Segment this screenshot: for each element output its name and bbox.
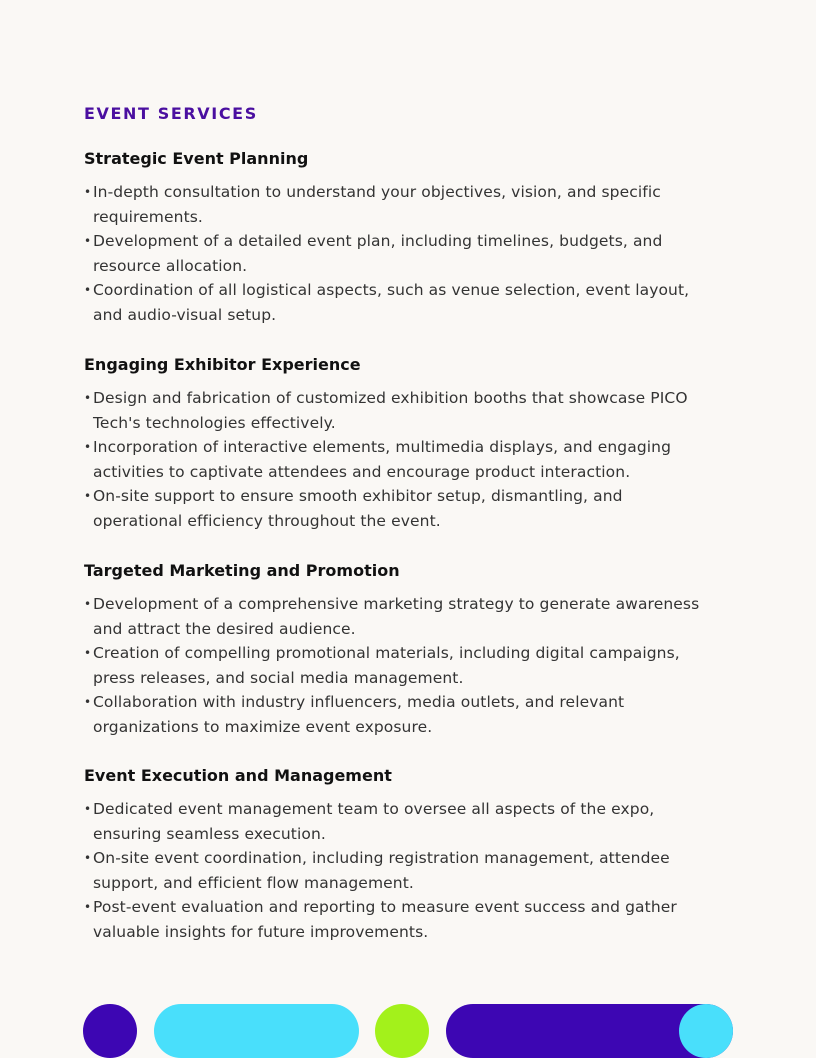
list-item-text: In-depth consultation to understand your objectives, vision, and specific requirements. xyxy=(93,183,661,226)
section-heading: Event Execution and Management xyxy=(84,766,392,785)
list-item-text: On-site event coordination, including registration management, attendee support, and efficient flow management. xyxy=(93,849,670,892)
bullet-list xyxy=(84,797,704,944)
list-item xyxy=(84,690,704,739)
section-engaging-exhibitor-experience xyxy=(84,354,704,533)
section-heading: Engaging Exhibitor Experience xyxy=(84,355,361,374)
bullet-icon: • xyxy=(84,283,92,297)
bullet-icon: • xyxy=(84,234,92,248)
decorative-purple-circle xyxy=(83,1004,137,1058)
list-item-text: Post-event evaluation and reporting to measure event success and gather valuable insights for future improvements. xyxy=(93,898,677,941)
section-strategic-event-planning xyxy=(84,148,704,327)
list-item xyxy=(84,895,704,944)
decorative-cyan-circle xyxy=(679,1004,733,1058)
bullet-icon: • xyxy=(84,391,92,405)
list-item xyxy=(84,484,704,533)
bullet-icon: • xyxy=(84,185,92,199)
list-item xyxy=(84,229,704,278)
list-item xyxy=(84,641,704,690)
section-event-execution-and-management xyxy=(84,765,704,944)
bullet-list xyxy=(84,386,704,533)
bullet-icon: • xyxy=(84,851,92,865)
list-item xyxy=(84,797,704,846)
page-title: EVENT SERVICES xyxy=(84,104,258,123)
decorative-lime-circle xyxy=(375,1004,429,1058)
section-targeted-marketing-and-promotion xyxy=(84,560,704,739)
list-item xyxy=(84,846,704,895)
list-item-text: Design and fabrication of customized exhibition booths that showcase PICO Tech's technologies effectively. xyxy=(93,389,688,432)
bullet-icon: • xyxy=(84,695,92,709)
decorative-cyan-pill xyxy=(154,1004,359,1058)
section-heading: Targeted Marketing and Promotion xyxy=(84,561,400,580)
list-item-text: On-site support to ensure smooth exhibitor setup, dismantling, and operational efficiency throughout the event. xyxy=(93,487,623,530)
bullet-icon: • xyxy=(84,802,92,816)
list-item-text: Collaboration with industry influencers, media outlets, and relevant organizations to maximize event exposure. xyxy=(93,693,625,736)
list-item xyxy=(84,592,704,641)
list-item-text: Incorporation of interactive elements, multimedia displays, and engaging activities to captivate attendees and encourage product interaction. xyxy=(93,438,672,481)
list-item xyxy=(84,278,704,327)
bullet-icon: • xyxy=(84,440,92,454)
section-heading: Strategic Event Planning xyxy=(84,149,309,168)
list-item-text: Dedicated event management team to oversee all aspects of the expo, ensuring seamless execution. xyxy=(93,800,655,843)
bullet-icon: • xyxy=(84,489,92,503)
bullet-list xyxy=(84,180,704,327)
bullet-icon: • xyxy=(84,900,92,914)
list-item-text: Coordination of all logistical aspects, such as venue selection, event layout, and audio-visual setup. xyxy=(93,281,690,324)
bullet-icon: • xyxy=(84,597,92,611)
list-item xyxy=(84,386,704,435)
bullet-list xyxy=(84,592,704,739)
list-item-text: Development of a comprehensive marketing strategy to generate awareness and attract the desired audience. xyxy=(93,595,700,638)
list-item xyxy=(84,435,704,484)
list-item xyxy=(84,180,704,229)
list-item-text: Creation of compelling promotional materials, including digital campaigns, press releases, and social media management. xyxy=(93,644,680,687)
list-item-text: Development of a detailed event plan, including timelines, budgets, and resource allocation. xyxy=(93,232,663,275)
bullet-icon: • xyxy=(84,646,92,660)
